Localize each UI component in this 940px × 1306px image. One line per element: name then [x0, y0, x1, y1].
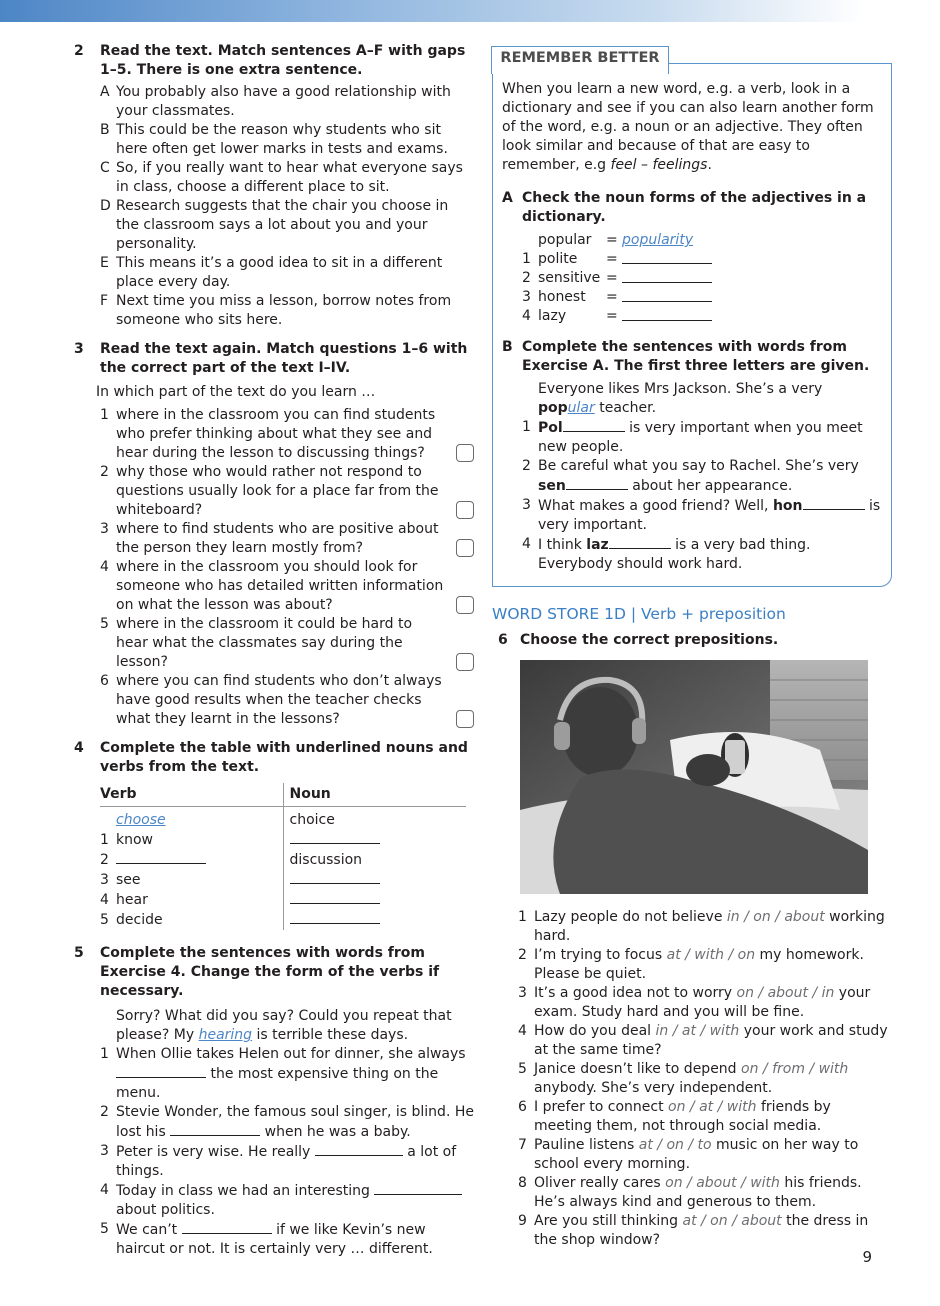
- question-list: [518, 908, 892, 1250]
- answer-blank[interactable]: [290, 890, 380, 904]
- exercise-number: 4: [74, 740, 84, 756]
- list-item: 2 sensitive =: [522, 269, 881, 288]
- example-sentence: Everyone likes Mrs Jackson. She’s a very popular teacher.: [538, 381, 823, 416]
- preposition-options[interactable]: at / with / on: [666, 947, 756, 963]
- answer-blank[interactable]: [290, 830, 380, 844]
- answer-checkbox[interactable]: [456, 501, 474, 519]
- task-a-heading: A Check the noun forms of the adjectives in a dictionary.: [502, 190, 867, 225]
- right-column: [492, 45, 892, 1260]
- answer-blank[interactable]: [170, 1122, 260, 1136]
- answer-checkbox[interactable]: [456, 596, 474, 614]
- preposition-options[interactable]: at / on / about: [682, 1213, 782, 1229]
- question-item: 2 why those who would rather not respond to questions usually look for a place far from the whiteboard?: [100, 463, 474, 520]
- question-item: 3 It’s a good idea not to worry on / about / in your exam. Study hard and you will be fine.: [518, 985, 871, 1020]
- list-item: 3 honest =: [522, 288, 881, 307]
- answer-blank[interactable]: [374, 1181, 462, 1195]
- answer-blank[interactable]: [290, 910, 380, 924]
- sentence-item: B This could be the reason why students who sit here often get lower marks in tests and exams.: [100, 122, 448, 157]
- preposition-options[interactable]: on / at / with: [668, 1099, 757, 1115]
- answer-checkbox[interactable]: [456, 539, 474, 557]
- question-item: 8 Oliver really cares on / about / with his friends. He’s always kind and generous to them.: [518, 1175, 862, 1210]
- preposition-options[interactable]: at / on / to: [638, 1137, 712, 1153]
- question-item: 5 Janice doesn’t like to depend on / from / with anybody. She’s very independent.: [518, 1061, 849, 1096]
- sentence-item: A You probably also have a good relationship with your classmates.: [100, 84, 451, 119]
- question-item: 1 where in the classroom you can find students who prefer thinking about what they see and hear during the lesson to discussing things?: [100, 406, 474, 463]
- preposition-options[interactable]: on / about / with: [665, 1175, 780, 1191]
- question-item: 7 Pauline listens at / on / to music on her way to school every morning.: [518, 1137, 859, 1172]
- question-item: 1 Lazy people do not believe in / on / about working hard.: [518, 909, 885, 944]
- exercise-number: 3: [74, 341, 84, 357]
- preposition-options[interactable]: in / at / with: [655, 1023, 740, 1039]
- exercise-instruction: Choose the correct prepositions.: [520, 632, 779, 648]
- answer-blank[interactable]: [116, 1064, 206, 1078]
- answer-blank[interactable]: [182, 1220, 272, 1234]
- sentence-item: 4 I think laz is a very bad thing. Everybody should work hard.: [522, 536, 811, 572]
- answer-blank[interactable]: [290, 870, 380, 884]
- answer-blank[interactable]: [622, 288, 712, 302]
- exercise-6: [492, 631, 892, 1250]
- sentence-item: 3 What makes a good friend? Well, hon is very important.: [522, 497, 881, 533]
- left-column: [74, 42, 474, 1269]
- example-answer: choose: [116, 812, 166, 828]
- question-item: 5 where in the classroom it could be hard to hear what the classmates say during the lesson?: [100, 615, 474, 672]
- table-header-row: [100, 783, 466, 807]
- answer-blank[interactable]: [622, 307, 712, 321]
- sentence-list: [522, 380, 881, 574]
- table-row: choose choice: [100, 807, 466, 831]
- question-item: 6 where you can find students who don’t always have good results when the teacher checks what they learnt in the lessons?: [100, 672, 474, 729]
- exercise-5: [74, 944, 474, 1259]
- word-store-heading: WORD STORE 1D | Verb + preposition: [492, 605, 786, 623]
- exercise-2: [74, 42, 474, 330]
- exercise-4: [74, 739, 474, 930]
- sentence-item: 5 We can’t if we like Kevin’s new haircut or not. It is certainly very … different.: [100, 1221, 433, 1257]
- answer-checkbox[interactable]: [456, 710, 474, 728]
- sentence-item: 2 Stevie Wonder, the famous soul singer, is blind. He lost his when he was a baby.: [100, 1104, 474, 1140]
- sentence-list: [100, 83, 474, 330]
- example-answer: ular: [567, 400, 595, 416]
- sentence-item: 1 Pol is very important when you meet new people.: [522, 419, 863, 455]
- exercise-instruction: Read the text again. Match questions 1–6 with the correct part of the text I–IV.: [100, 341, 468, 376]
- example-sentence: Sorry? What did you say? Could you repeat that please? My hearing is terrible these days.: [116, 1008, 452, 1043]
- column-header-verb: Verb: [100, 783, 283, 807]
- question-item: 4 How do you deal in / at / with your work and study at the same time?: [518, 1023, 888, 1058]
- sentence-item: 4 Today in class we had an interesting about politics.: [100, 1181, 474, 1220]
- exercise-3: [74, 340, 474, 729]
- noun-form-list: [502, 231, 881, 326]
- table-row: 5 decide: [100, 910, 466, 930]
- exercise-instruction: Complete the sentences with words from Exercise 4. Change the form of the verbs if necessary.: [100, 945, 440, 999]
- question-item: 2 I’m trying to focus at / with / on my homework. Please be quiet.: [518, 947, 864, 982]
- sentence-item: E This means it’s a good idea to sit in a different place every day.: [100, 255, 443, 290]
- answer-blank[interactable]: [622, 250, 712, 264]
- exercise-number: 6: [498, 632, 508, 648]
- photo-teen-with-headphones: [520, 660, 868, 894]
- answer-blank[interactable]: [563, 418, 625, 432]
- table-row: 1 know: [100, 830, 466, 850]
- question-item: 6 I prefer to connect on / at / with friends by meeting them, not through social media.: [518, 1099, 831, 1134]
- table-row: 3 see: [100, 870, 466, 890]
- remember-better-text: When you learn a new word, e.g. a verb, look in a dictionary and see if you can also learn another form of the word, e.g. a noun or an adjective. They often look similar and because of that are easy to remember, e.g feel – feelings.: [502, 81, 874, 173]
- preposition-options[interactable]: on / about / in: [736, 985, 835, 1001]
- remember-better-box: [492, 50, 892, 587]
- sentence-item: F Next time you miss a lesson, borrow notes from someone who sits here.: [100, 293, 452, 328]
- exercise-number: 2: [74, 43, 84, 59]
- exercise-instruction: Complete the table with underlined nouns and verbs from the text.: [100, 740, 468, 775]
- answer-blank[interactable]: [803, 496, 865, 510]
- answer-blank[interactable]: [116, 850, 206, 864]
- question-item: 4 where in the classroom you should look for someone who has detailed written information on what the lesson was about?: [100, 558, 474, 615]
- preposition-options[interactable]: on / from / with: [741, 1061, 849, 1077]
- example-answer: popularity: [622, 232, 694, 248]
- verb-noun-table: [100, 783, 466, 930]
- sentence-item: 1 When Ollie takes Helen out for dinner, she always the most expensive thing on the menu.: [100, 1046, 466, 1101]
- sentence-item: 3 Peter is very wise. He really a lot of things.: [100, 1143, 457, 1179]
- table-row: 2 discussion: [100, 851, 363, 868]
- header-gradient-bar: [0, 0, 940, 22]
- question-item: 9 Are you still thinking at / on / about the dress in the shop window?: [518, 1213, 869, 1248]
- question-list: [100, 406, 474, 729]
- answer-blank[interactable]: [315, 1142, 403, 1156]
- answer-checkbox[interactable]: [456, 653, 474, 671]
- example-row: popular = popularity: [538, 232, 694, 248]
- table-row: 4 hear: [100, 890, 466, 910]
- sentence-item: D Research suggests that the chair you choose in the classroom says a lot about you and your personality.: [100, 198, 449, 252]
- task-b-heading: B Complete the sentences with words from Exercise A. The first three letters are given.: [502, 339, 870, 374]
- list-item: 1 polite =: [522, 250, 881, 269]
- page-number: 9: [862, 1248, 872, 1266]
- sentence-list: [100, 1007, 474, 1259]
- exercise-instruction: Read the text. Match sentences A–F with gaps 1–5. There is one extra sentence.: [100, 43, 466, 78]
- answer-checkbox[interactable]: [456, 444, 474, 462]
- column-header-noun: Noun: [283, 783, 466, 807]
- question-item: 3 where to find students who are positive about the person they learn mostly from?: [100, 520, 474, 558]
- remember-better-tag: REMEMBER BETTER: [491, 46, 668, 74]
- example-answer: hearing: [198, 1027, 253, 1043]
- answer-blank[interactable]: [622, 269, 712, 283]
- exercise-number: 5: [74, 945, 84, 961]
- exercise-intro: In which part of the text do you learn …: [96, 384, 376, 400]
- answer-blank[interactable]: [609, 535, 671, 549]
- preposition-options[interactable]: in / on / about: [726, 909, 825, 925]
- list-item: 4 lazy =: [522, 307, 881, 326]
- sentence-item: 2 Be careful what you say to Rachel. She’s very sen about her appearance.: [522, 458, 859, 494]
- sentence-item: C So, if you really want to hear what everyone says in class, choose a different place to sit.: [100, 160, 463, 195]
- answer-blank[interactable]: [566, 476, 628, 490]
